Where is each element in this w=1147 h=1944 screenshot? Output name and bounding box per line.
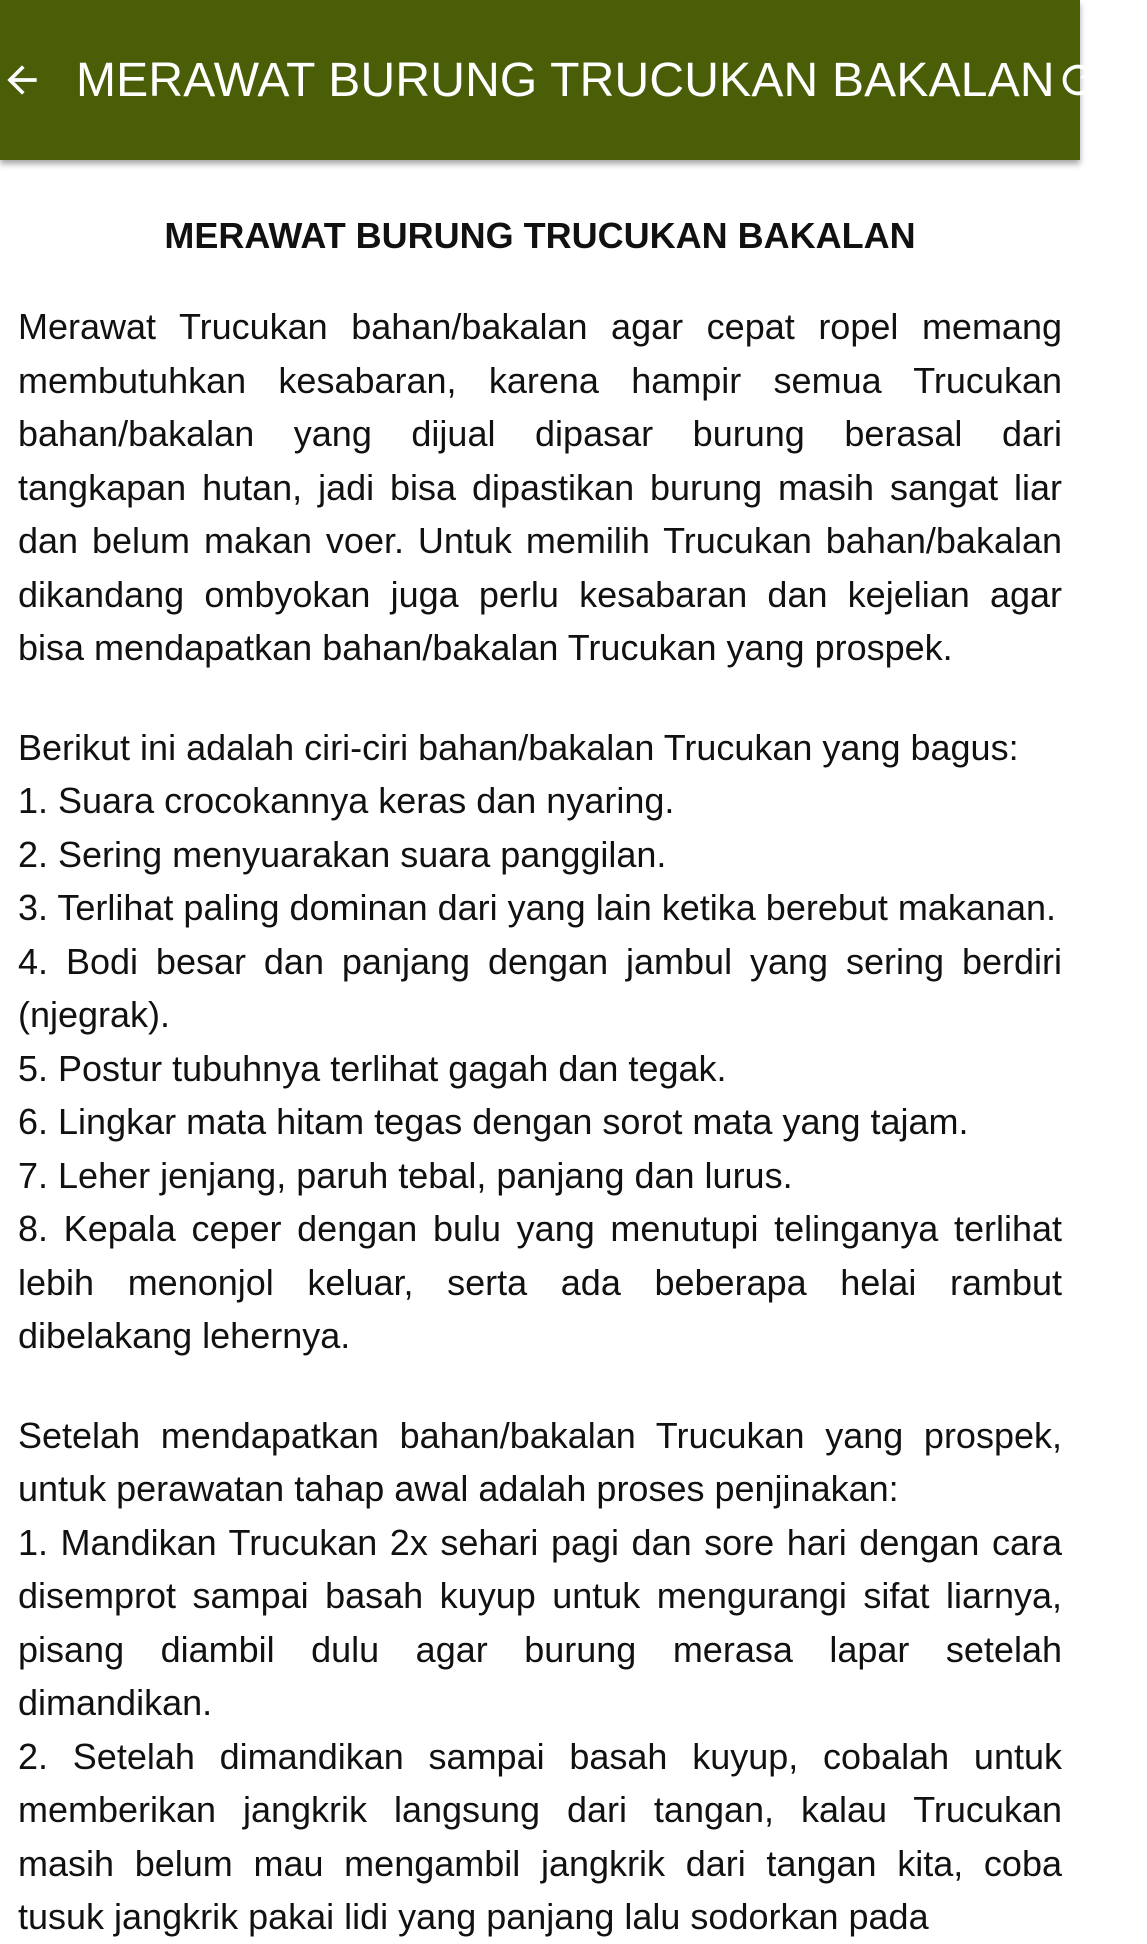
criteria-item: 4. Bodi besar dan panjang dengan jambul yang sering berdiri (njegrak). <box>18 940 1062 1035</box>
article-content[interactable] <box>0 160 1080 1937</box>
reload-button[interactable] <box>1055 0 1101 160</box>
intro-paragraph: Merawat Trucukan bahan/bakalan agar cepat ropel memang membutuhkan kesabaran, karena hampir semua Trucukan bahan/bakalan yang dijual dipasar burung berasal dari tangkapan hutan, jadi bisa dipastikan burung masih sangat liar dan belum makan voer. Untuk memilih Trucukan bahan/bakalan dikandang ombyokan juga perlu kesabaran dan kejelian agar bisa mendapatkan bahan/bakalan Trucukan yang prospek. <box>18 306 1062 668</box>
overflow-menu-button[interactable] <box>1101 0 1147 160</box>
arrow-left-icon <box>0 58 44 102</box>
more-vert-icon <box>1101 57 1147 103</box>
back-button[interactable] <box>0 0 44 160</box>
care-heading: Setelah mendapatkan bahan/bakalan Trucukan yang prospek, untuk perawatan tahap awal adalah proses penjinakan: <box>18 1414 1062 1509</box>
app-bar <box>0 0 1080 160</box>
criteria-heading: Berikut ini adalah ciri-ciri bahan/bakalan Trucukan yang bagus: <box>18 726 1019 768</box>
article-title: MERAWAT BURUNG TRUCUKAN BAKALAN <box>164 215 916 256</box>
criteria-item: 6. Lingkar mata hitam tegas dengan sorot mata yang tajam. <box>18 1101 969 1142</box>
criteria-item: 1. Suara crocokannya keras dan nyaring. <box>18 780 675 821</box>
app-bar-title: MERAWAT BURUNG TRUCUKAN BAKALAN <box>76 53 1055 107</box>
refresh-icon <box>1055 57 1101 103</box>
care-step: 1. Mandikan Trucukan 2x sehari pagi dan sore hari dengan cara disemprot sampai basah kuyup untuk mengurangi sifat liarnya, pisang diambil dulu agar burung merasa lapar setelah dimandikan. <box>18 1521 1062 1723</box>
paragraph-gap <box>18 675 1062 721</box>
paragraph-gap <box>18 1363 1062 1409</box>
criteria-item: 5. Postur tubuhnya terlihat gagah dan tegak. <box>18 1047 727 1089</box>
criteria-item: 3. Terlihat paling dominan dari yang lain ketika berebut makanan. <box>18 887 1056 928</box>
criteria-item: 8. Kepala ceper dengan bulu yang menutupi telinganya terlihat lebih menonjol keluar, serta ada beberapa helai rambut dibelakang lehernya. <box>18 1208 1062 1356</box>
criteria-item: 7. Leher jenjang, paruh tebal, panjang dan lurus. <box>18 1154 793 1196</box>
criteria-item: 2. Sering menyuarakan suara panggilan. <box>18 833 667 875</box>
care-step: 2. Setelah dimandikan sampai basah kuyup, cobalah untuk memberikan jangkrik langsung dari tangan, kalau Trucukan masih belum mau mengambil jangkrik dari tangan kita, coba tusuk jangkrik pakai lidi yang panjang lalu sodorkan pada <box>18 1735 1062 1937</box>
